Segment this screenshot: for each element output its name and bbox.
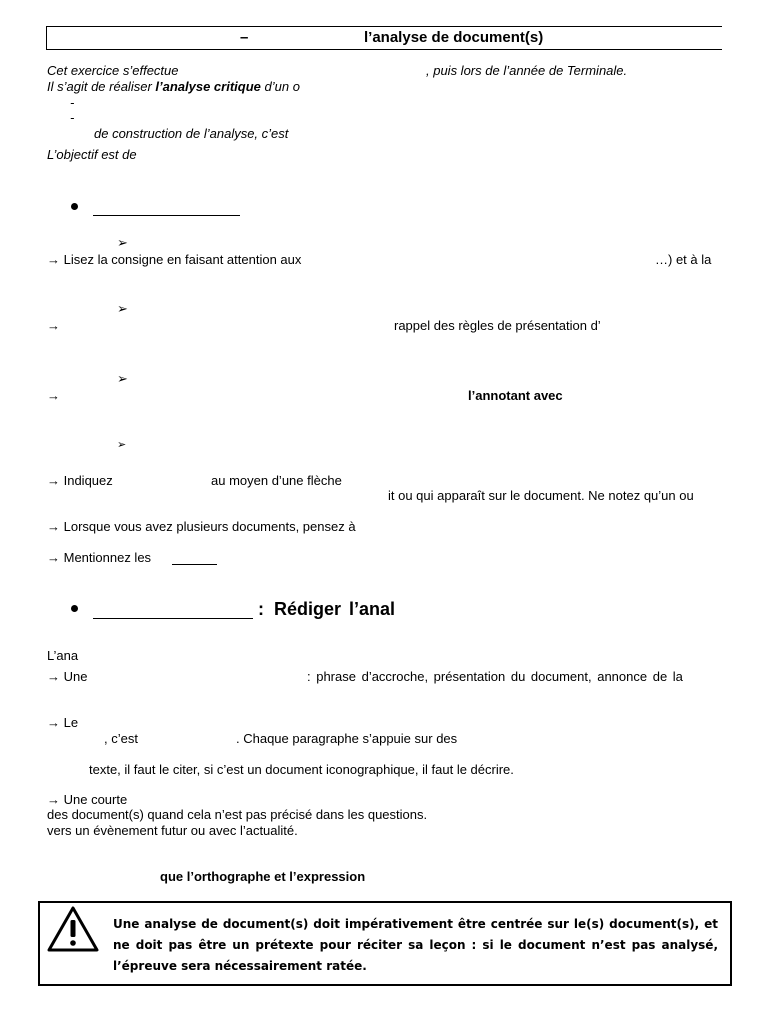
s2-line-f: → Une courte	[47, 792, 128, 807]
intro-dash-2: -	[70, 110, 75, 125]
s1-line-g-blank	[172, 564, 217, 565]
s2-line-d-left: , c’est	[104, 731, 138, 746]
sub-marker-2: ➢	[117, 301, 128, 316]
s2-line-b-right: : phrase d’accroche, présentation du document, annonce de la	[307, 669, 683, 684]
s2-line-c-left: → Le	[47, 715, 79, 730]
section1-bullet	[71, 203, 78, 210]
s1-line-a-left: → Lisez la consigne en faisant attention aux	[47, 252, 302, 267]
s1-line-d-mid: au moyen d’une flèche	[211, 473, 342, 488]
warning-text: Une analyse de document(s) doit impérativement être centrée sur le(s) document(s), et ne doit pas être un prétexte pour réciter sa leçon : si le document n’est pas analysé, l’épreuve sera nécessairement ratée.	[113, 917, 718, 973]
page-title: l’analyse de document(s)	[364, 29, 544, 46]
section1-heading-blank	[93, 215, 240, 216]
section2-bullet	[71, 605, 78, 612]
sub-marker-4: ➢	[117, 439, 127, 451]
sub-marker-1: ➢	[117, 235, 128, 250]
s1-line-e: it ou qui apparaît sur le document. Ne notez qu’un ou	[388, 488, 694, 503]
intro-line1-right: , puis lors de l’année de Terminale.	[426, 63, 628, 78]
s1-line-a-right: …) et à la	[655, 252, 712, 267]
s2-line-h: vers un évènement futur ou avec l’actualité.	[47, 823, 298, 838]
s2-line-e: texte, il faut le citer, si c’est un document iconographique, il faut le décrire.	[89, 762, 514, 777]
s1-line-b-left: →	[47, 318, 60, 333]
section2-heading-colon: :	[258, 599, 264, 619]
s2-line-d-right: . Chaque paragraphe s’appuie sur des	[236, 731, 458, 746]
s1-line-f: → Lorsque vous avez plusieurs documents, pensez à	[47, 519, 356, 534]
intro-line6: L’objectif est de	[47, 147, 137, 162]
s1-line-b-mid: rappel des règles de présentation d’	[394, 318, 601, 333]
s2-line-b-left: → Une	[47, 669, 88, 684]
s2-line-g: des document(s) quand cela n’est pas précisé dans les questions.	[47, 807, 428, 822]
intro-dash-1: -	[70, 95, 75, 110]
s2-line-a: L’ana	[47, 648, 79, 663]
intro-line1-left: Cet exercice s’effectue	[47, 63, 179, 78]
s2-line-i: que l’orthographe et l’expression	[160, 869, 366, 884]
s1-line-c-left: →	[47, 388, 60, 403]
intro-bold-critique: l’analyse critique	[155, 79, 261, 94]
section2-heading: Rédiger l’anal	[274, 599, 396, 619]
sub-marker-3: ➢	[117, 371, 128, 386]
s1-line-c-bold: l’annotant avec	[468, 388, 563, 403]
warning-icon	[46, 905, 100, 953]
intro-line5: de construction de l’analyse, c’est	[94, 126, 289, 141]
s1-line-d-left: → Indiquez	[47, 473, 113, 488]
title-dash: –	[240, 29, 249, 46]
s1-line-g: → Mentionnez les	[47, 550, 152, 565]
section2-heading-blank	[93, 618, 253, 619]
intro-line2: Il s’agit de réaliser l’analyse critique d’un o	[47, 79, 300, 94]
